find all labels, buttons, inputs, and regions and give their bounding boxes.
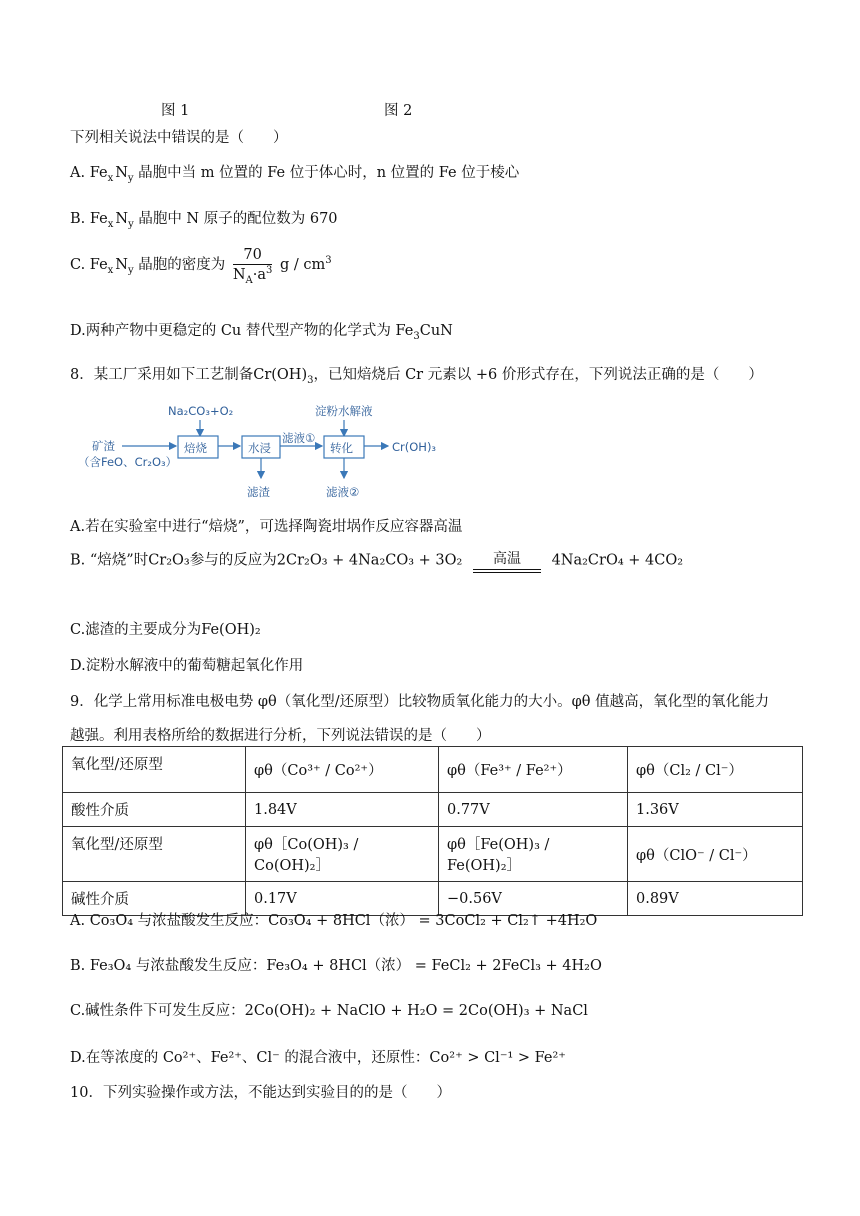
q9-option-a: A. Co₃O₄ 与浓盐酸发生反应：Co₃O₄ + 8HCl（浓） = 3CoCl₂ + Cl₂↑ +4H₂O bbox=[70, 913, 598, 929]
q8-option-a: A.若在实验室中进行“焙烧”，可选择陶瓷坩埚作反应容器高温 bbox=[70, 519, 463, 535]
table-cell: φθ［Co(OH)₃ / Co(OH)₂］ bbox=[246, 827, 439, 882]
flow-product: Cr(OH)₃ bbox=[392, 440, 437, 454]
table-cell: φθ（Co³⁺ / Co²⁺） bbox=[246, 747, 439, 793]
q9-stem-line2: 越强。利用表格所给的数据进行分析，下列说法错误的是（ ） bbox=[70, 728, 491, 744]
table-row bbox=[63, 827, 803, 882]
density-fraction: $\frac{70}{N_A\cdot a^3}$ bbox=[232, 247, 273, 286]
q7-option-b: B. $Fe_x$ $N_y$ 晶胞中 N 原子的配位数为 670 bbox=[70, 211, 338, 230]
q8-option-c: C.滤渣的主要成分为Fe(OH)₂ bbox=[70, 622, 261, 638]
svg-text:转化: 转化 bbox=[330, 441, 353, 455]
figure-2-caption: 图 2 bbox=[384, 103, 413, 119]
q7-option-d: D.两种产物中更稳定的 Cu 替代型产物的化学式为 $Fe_3CuN$ bbox=[70, 323, 453, 342]
table-cell: φθ（Cl₂ / Cl⁻） bbox=[628, 747, 803, 793]
table-cell: 0.17V bbox=[246, 882, 439, 916]
table-cell: −0.56V bbox=[439, 882, 628, 916]
flow-reagent-na2co3-o2: Na₂CO₃+O₂ bbox=[168, 404, 234, 418]
q8-option-b: B. “焙烧”时Cr₂O₃参与的反应为2Cr₂O₃ + 4Na₂CO₃ + 3O₂ 高温 4Na₂CrO₄ + 4CO₂ bbox=[70, 548, 683, 573]
table-cell: φθ［Fe(OH)₃ / Fe(OH)₂］ bbox=[439, 827, 628, 882]
q7-option-a: A. $Fe_x$ $N_y$ 晶胞中当 m 位置的 Fe 位于体心时，n 位置的 Fe 位于棱心 bbox=[70, 165, 520, 184]
q8-stem: 8．某工厂采用如下工艺制备$Cr(OH)_3$，已知焙烧后 Cr 元素以 +6 价形式存在，下列说法正确的是（ ） bbox=[70, 367, 763, 386]
q9-option-c: C.碱性条件下可发生反应：2Co(OH)₂ + NaClO + H₂O = 2Co(OH)₃ + NaCl bbox=[70, 1003, 588, 1019]
table-row bbox=[63, 793, 803, 827]
q9-stem-line1: 9．化学上常用标准电极电势 φθ（氧化型/还原型）比较物质氧化能力的大小。φθ 值越高，氧化型的氧化能力 bbox=[70, 694, 770, 710]
table-cell: 1.84V bbox=[246, 793, 439, 827]
table-cell: 0.77V bbox=[439, 793, 628, 827]
flow-filtrate-1: 滤液① bbox=[282, 431, 316, 445]
electrode-potential-table bbox=[62, 746, 803, 916]
reaction-condition-arrow: 高温 bbox=[473, 548, 541, 573]
q10-stem: 10．下列实验操作或方法，不能达到实验目的的是（ ） bbox=[70, 1085, 451, 1101]
q8-option-d: D.淀粉水解液中的葡萄糖起氧化作用 bbox=[70, 658, 304, 674]
table-cell: 氧化型/还原型 bbox=[63, 747, 246, 793]
q9-option-b: B. Fe₃O₄ 与浓盐酸发生反应：Fe₃O₄ + 8HCl（浓） = FeCl₂ + 2FeCl₃ + 4H₂O bbox=[70, 958, 602, 974]
table-cell: φθ（ClO⁻ / Cl⁻） bbox=[628, 827, 803, 882]
svg-text:焙烧: 焙烧 bbox=[184, 441, 207, 455]
q7-option-c: C. $Fe_x$ $N_y$ 晶胞的密度为 $\frac{70}{N_A\cdot a^3}$ g / $cm^3$ bbox=[70, 247, 332, 286]
flow-residue: 滤渣 bbox=[247, 485, 270, 499]
figure-1-caption: 图 1 bbox=[161, 103, 190, 119]
table-cell: 碱性介质 bbox=[63, 882, 246, 916]
flow-input-ore-residue: 矿渣 bbox=[92, 439, 115, 453]
q9-option-d: D.在等浓度的 Co²⁺、Fe²⁺、Cl⁻ 的混合液中，还原性：Co²⁺ > Cl⁻¹ > Fe²⁺ bbox=[70, 1050, 566, 1066]
q7-stem: 下列相关说法中错误的是（ ） bbox=[70, 130, 288, 146]
svg-text:水浸: 水浸 bbox=[248, 441, 271, 455]
table-cell: 0.89V bbox=[628, 882, 803, 916]
table-row bbox=[63, 747, 803, 793]
flow-input-composition: （含FeO、Cr₂O₃） bbox=[78, 455, 178, 469]
table-cell: 氧化型/还原型 bbox=[63, 827, 246, 882]
process-flow-diagram bbox=[70, 398, 460, 504]
table-cell: 酸性介质 bbox=[63, 793, 246, 827]
flow-filtrate-2: 滤液② bbox=[326, 485, 360, 499]
table-cell: φθ（Fe³⁺ / Fe²⁺） bbox=[439, 747, 628, 793]
flow-reagent-starch-hydrolysate: 淀粉水解液 bbox=[315, 404, 373, 418]
table-cell: 1.36V bbox=[628, 793, 803, 827]
